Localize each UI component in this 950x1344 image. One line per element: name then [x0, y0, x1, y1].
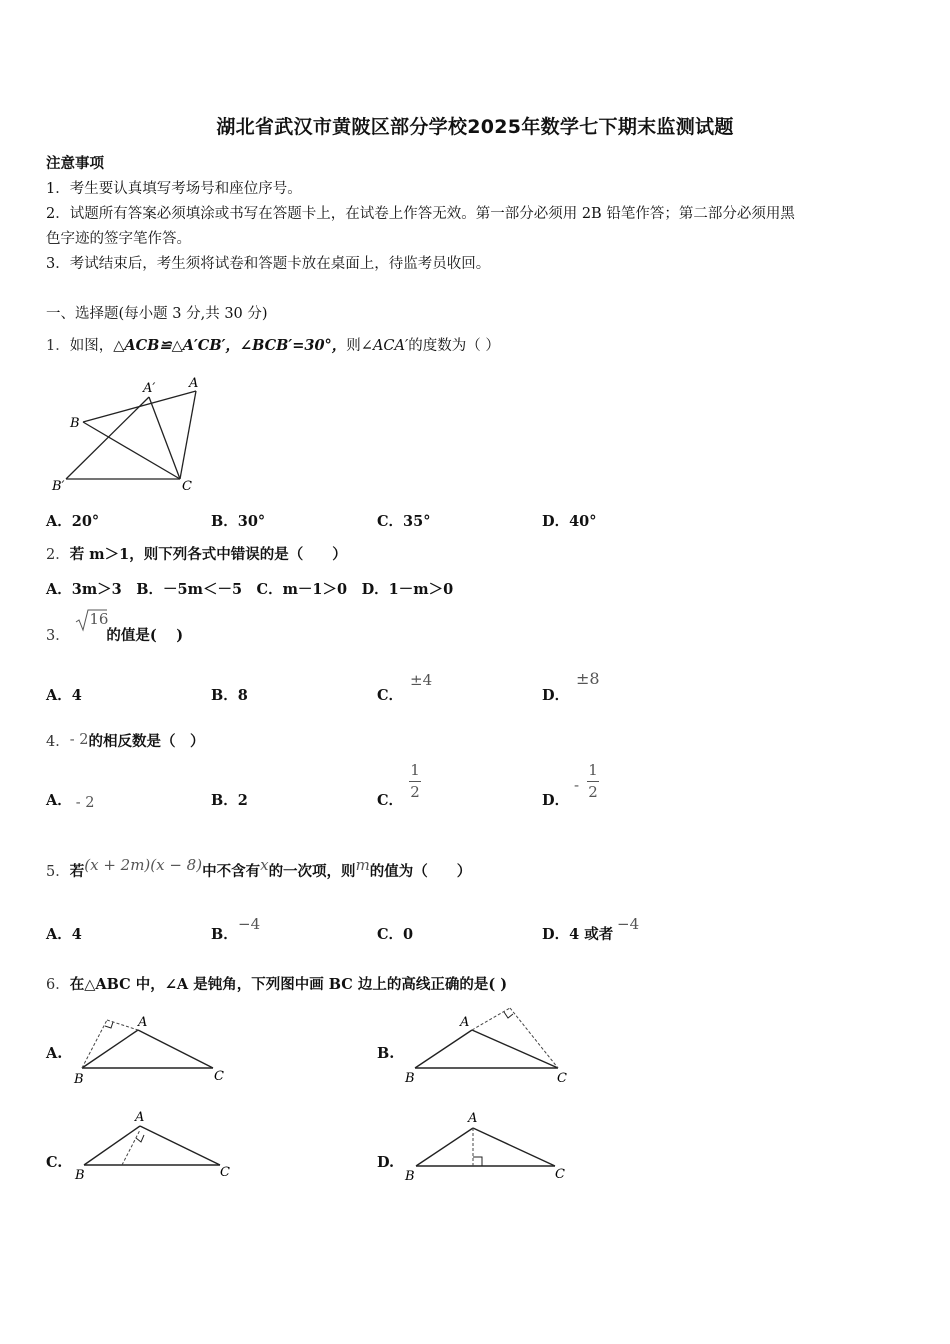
- question-1: [46, 334, 500, 355]
- radicand: 16: [89, 610, 109, 628]
- option-label: B．: [211, 926, 238, 943]
- q6-option-d[interactable]: D.: [377, 1154, 395, 1171]
- option-label: C．: [377, 687, 404, 704]
- q4-option-d-fraction: [587, 763, 599, 800]
- question-text: 如图，: [69, 338, 114, 354]
- question-text: 的值是( ): [106, 627, 184, 644]
- notice-item: 色字迹的签字笔作答。: [46, 231, 191, 247]
- q4-option-d[interactable]: [542, 789, 569, 810]
- sqrt-expression: [74, 610, 109, 640]
- q6-figure-d: [400, 1108, 580, 1188]
- question-text: 在△ABC 中，∠A 是钝角，下列图中画 BC 边上的高线正确的是( ): [69, 976, 508, 993]
- q3-option-d-value: ±8: [576, 669, 600, 688]
- option-value: - 2: [75, 795, 95, 811]
- label-b: B: [70, 416, 80, 431]
- option-label: A．: [46, 792, 72, 809]
- question-4: [46, 730, 204, 751]
- q5-option-c[interactable]: C．0: [377, 926, 414, 943]
- numerator: 1: [588, 761, 598, 779]
- question-text: 中不含有: [202, 863, 261, 880]
- q3-option-b[interactable]: B．8: [211, 687, 248, 704]
- label-b: B: [75, 1168, 85, 1183]
- q2-options[interactable]: A．3m＞3 B．－5m＜－5 C．m－1＞0 D．1－m＞0: [46, 581, 454, 598]
- label-c: C: [182, 479, 192, 494]
- q1-option-a[interactable]: A．20°: [46, 513, 100, 530]
- label-b: B: [405, 1071, 415, 1086]
- label-c: C: [214, 1069, 224, 1084]
- question-text: 的度数为（ ）: [408, 338, 500, 354]
- notice-item: 2．试题所有答案必须填涂或书写在答题卡上，在试卷上作答无效。第一部分必须用 2B 铅笔作答；第二部分必须用黑: [46, 206, 795, 222]
- q1-option-c[interactable]: C．35°: [377, 513, 431, 530]
- label-a: A: [138, 1015, 148, 1030]
- q4-option-a[interactable]: [46, 789, 95, 811]
- question-number: 3．: [46, 628, 70, 644]
- notice-item: 3．考试结束后，考生须将试卷和答题卡放在桌面上，待监考员收回。: [46, 256, 491, 272]
- question-5: [46, 856, 472, 881]
- option-label: C．: [377, 792, 404, 809]
- label-a: A: [189, 376, 199, 391]
- question-text: 若: [69, 863, 85, 880]
- label-b: B: [405, 1169, 415, 1184]
- label-a: A: [468, 1111, 478, 1126]
- q1-option-d[interactable]: D．40°: [542, 513, 597, 530]
- denominator: 2: [588, 783, 598, 801]
- q3-option-a[interactable]: A．4: [46, 687, 82, 704]
- question-math: ∠ACA′: [360, 338, 409, 354]
- q6-figure-c: [70, 1108, 240, 1188]
- label-a-prime: A′: [143, 381, 156, 396]
- q3-option-c[interactable]: [377, 684, 403, 705]
- label-a: A: [135, 1110, 145, 1125]
- notice-heading: 注意事项: [46, 155, 104, 172]
- page-title: 湖北省武汉市黄陂区部分学校2025年数学七下期末监测试题: [216, 116, 734, 138]
- label-b: B: [74, 1072, 84, 1087]
- q4-option-d-sign: -: [574, 776, 580, 794]
- label-a: A: [460, 1015, 470, 1030]
- question-text: 的一次项，则: [268, 863, 356, 880]
- q4-option-c-fraction: [409, 763, 421, 800]
- label-c: C: [555, 1167, 565, 1182]
- q5-option-d-value: −4: [617, 915, 640, 933]
- question-number: 1．: [46, 338, 70, 354]
- section-heading: 一、选择题(每小题 3 分,共 30 分): [46, 306, 268, 322]
- question-text: 若 m＞1，则下列各式中错误的是（ ）: [69, 546, 347, 563]
- q6-figure-a: [70, 1010, 240, 1090]
- question-number: 5．: [46, 864, 70, 880]
- q1-triangle-figure: [46, 372, 216, 497]
- option-label: D．: [542, 792, 570, 809]
- question-math: △ACB≌△A′CB′，∠BCB′=30°，: [113, 337, 347, 354]
- question-expr: (x + 2m)(x − 8): [84, 856, 203, 874]
- variable-x: x: [260, 856, 269, 874]
- q6-option-b[interactable]: B.: [377, 1045, 395, 1062]
- variable-m: m: [355, 856, 370, 874]
- q3-option-d[interactable]: [542, 684, 569, 705]
- q5-option-d[interactable]: [542, 923, 613, 944]
- question-number: 4．: [46, 734, 70, 750]
- q5-option-b-value: −4: [238, 915, 261, 933]
- question-6: [46, 973, 507, 994]
- q5-option-a[interactable]: A．4: [46, 926, 82, 943]
- q6-figure-b: [400, 1000, 580, 1090]
- q5-option-b[interactable]: [211, 923, 238, 944]
- q6-option-c[interactable]: C.: [46, 1154, 63, 1171]
- question-text: 则: [346, 338, 361, 354]
- label-b-prime: B′: [52, 479, 65, 494]
- numerator: 1: [410, 761, 420, 779]
- label-c: C: [557, 1071, 567, 1086]
- notice-item: 1．考生要认真填写考场号和座位序号。: [46, 181, 302, 197]
- question-expr: - 2: [69, 732, 89, 748]
- question-text: 的相反数是（ ）: [88, 733, 205, 750]
- label-c: C: [220, 1165, 230, 1180]
- option-label: D．: [542, 687, 570, 704]
- question-3: [46, 610, 184, 645]
- option-label: D．4 或者: [542, 926, 614, 943]
- question-text: 的值为（ ）: [369, 863, 472, 880]
- question-2: [46, 543, 347, 564]
- denominator: 2: [410, 783, 420, 801]
- q4-option-c[interactable]: [377, 789, 403, 810]
- q6-option-a[interactable]: A.: [46, 1045, 63, 1062]
- q3-option-c-value: ±4: [410, 671, 433, 689]
- question-number: 2．: [46, 547, 70, 563]
- question-number: 6．: [46, 977, 70, 993]
- q4-option-b[interactable]: B．2: [211, 792, 248, 809]
- q1-option-b[interactable]: B．30°: [211, 513, 266, 530]
